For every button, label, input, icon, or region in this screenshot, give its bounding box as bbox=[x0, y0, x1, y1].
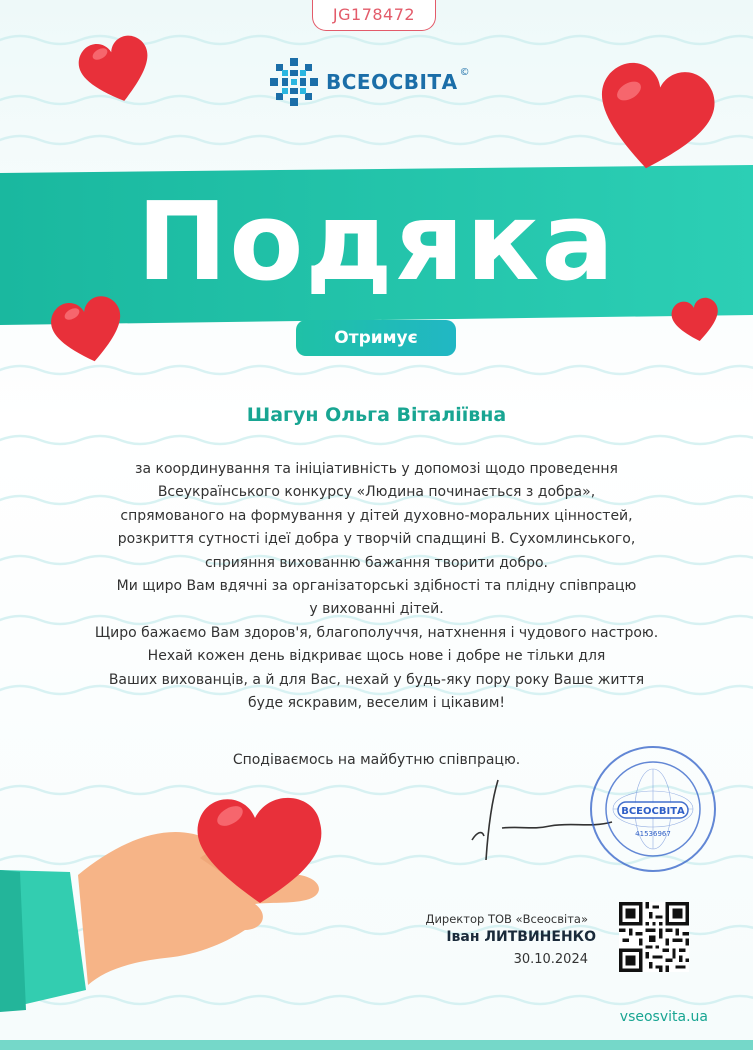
body-line: сприяння вихованню бажання творити добро. bbox=[204, 554, 549, 571]
body-line: буде яскравим, веселим і цікавим! bbox=[247, 695, 506, 712]
body-line: у вихованні дітей. bbox=[309, 601, 444, 618]
body-line: за координування та ініціативність у допомозі щодо проведення bbox=[135, 461, 618, 477]
website-link[interactable]: vseosvita.ua bbox=[619, 1009, 708, 1025]
body-line: Нехай кожен день відкриває щось нове і добре не тільки для bbox=[147, 648, 606, 665]
body-line: розкриття сутності ідеї добра у творчій спадщині В. Сухомлинського, bbox=[117, 531, 636, 548]
logo-text: ВСЕОСВІТА bbox=[326, 70, 458, 94]
body-line: Щиро бажаємо Вам здоров'я, благополуччя, натхнення і чудового настрою. bbox=[94, 624, 659, 641]
hand-with-heart-illustration bbox=[0, 780, 340, 1020]
heart-icon bbox=[668, 296, 724, 344]
snowflake-logo-icon bbox=[268, 56, 320, 108]
certificate-date: 30.10.2024 bbox=[513, 952, 588, 967]
company-stamp bbox=[588, 744, 718, 874]
logo-registered-mark: © bbox=[459, 66, 470, 78]
certificate-title: Подяка bbox=[136, 180, 617, 305]
body-line: Всеукраїнського конкурсу «Людина починається з добра», bbox=[157, 484, 596, 501]
receives-label: Отримує bbox=[296, 320, 456, 356]
heart-icon bbox=[46, 294, 130, 366]
stamp-code: 41536967 bbox=[635, 830, 671, 838]
director-position: Директор ТОВ «Всеосвіта» bbox=[425, 912, 588, 926]
certificate-body bbox=[40, 458, 713, 715]
stamp-center-text: ВСЕОСВІТА bbox=[621, 806, 685, 817]
closing-line: Сподіваємось на майбутню співпрацю. bbox=[232, 752, 521, 768]
heart-icon bbox=[590, 58, 720, 176]
heart-icon bbox=[74, 34, 158, 106]
body-line: Ми щиро Вам вдячні за організаторські здібності та плідну співпрацю bbox=[116, 578, 637, 595]
director-name: Іван ЛИТВИНЕНКО bbox=[446, 929, 596, 945]
recipient-name: Шагун Ольга Віталіївна bbox=[246, 404, 507, 426]
qr-code bbox=[619, 902, 689, 972]
body-line: Ваших вихованців, а й для Вас, нехай у будь-яку пору року Ваше життя bbox=[108, 671, 645, 688]
body-line: спрямованого на формування у дітей духовно-моральних цінностей, bbox=[120, 507, 633, 524]
vseosvita-logo bbox=[268, 56, 470, 108]
certificate-code: JG178472 bbox=[312, 0, 436, 31]
